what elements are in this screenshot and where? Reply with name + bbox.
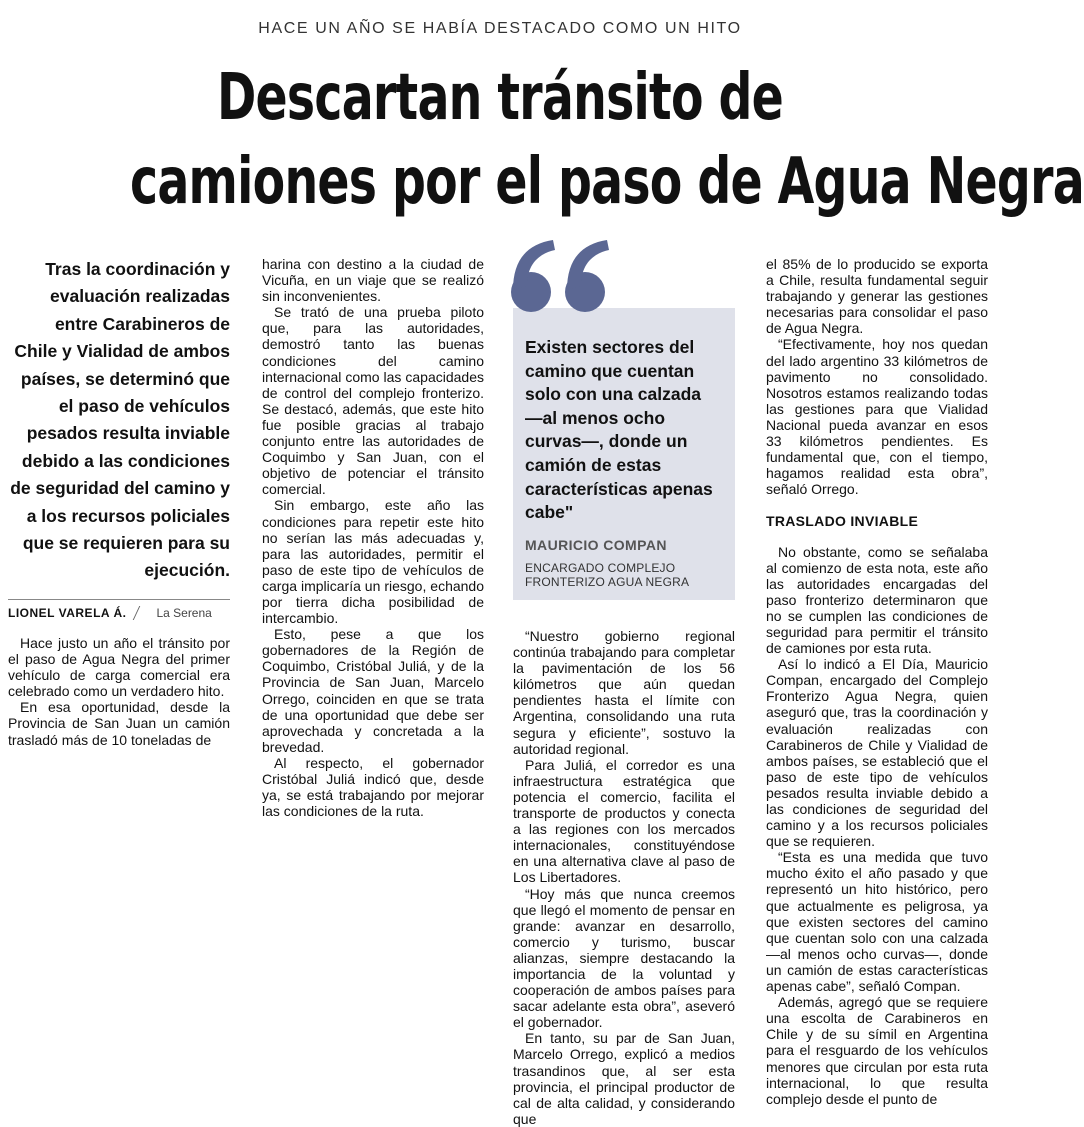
byline-author: LIONEL VARELA Á. xyxy=(8,605,127,620)
pull-quote-box xyxy=(513,308,735,600)
body-paragraph: harina con destino a la ciudad de Vicuña, en un viaje que se realizó sin inconvenientes. xyxy=(262,256,484,305)
pull-quote-role: ENCARGADO COMPLEJO FRONTERIZO AGUA NEGRA xyxy=(525,560,690,590)
lead-paragraph: Tras la coordinación y evaluación realizadas entre Carabineros de Chile y Vialidad de ambos países, se determinó que el paso de vehículos pesados resulta inviable debido a las condiciones de seguridad del camino y a los recursos policiales que se requieren para su ejecución. xyxy=(10,259,230,581)
body-paragraph: Sin embargo, este año las condiciones para repetir este hito no serían las más adecuadas y, para las autoridades, permitir el paso de este tipo de vehículos de carga implicaría un riesgo, echando por tierra dicha posibilidad de intercambio. xyxy=(262,497,484,627)
column-2 xyxy=(262,256,484,819)
body-paragraph: Así lo indicó a El Día, Mauricio Compan, encargado del Complejo Fronterizo Agua Negra, quien aseguró que, tras la coordinación y evaluación realizadas con Carabineros de Chile y Vialidad de ambos países, se estableció que el paso de este tipo de vehículos pesados resulta inviable debido a las condiciones de seguridad del camino y a los recursos policiales que se requieren. xyxy=(766,656,988,850)
byline xyxy=(8,599,230,621)
quote-mark-icon xyxy=(505,220,615,340)
pull-quote-text: Existen sectores del camino que cuentan solo con una calzada —al menos ocho curvas—, donde un camión de estas características apenas cabe" xyxy=(525,337,713,523)
byline-divider xyxy=(133,606,154,620)
byline-place: La Serena xyxy=(156,605,212,620)
body-paragraph: “Efectivamente, hoy nos quedan del lado argentino 33 kilómetros de pavimento no consolidado. Nosotros estamos realizando todas las gestiones para que Vialidad Nacional pueda avanzar en esos 33 kilómetros pendientes. Es fundamental que, con el tiempo, hagamos realidad esta obra”, señaló Orrego. xyxy=(766,336,988,498)
body-paragraph: Hace justo un año el tránsito por el paso de Agua Negra del primer vehículo de carga comercial era celebrado como un verdadero hito. xyxy=(8,634,230,700)
body-paragraph: el 85% de lo producido se exporta a Chile, resulta fundamental seguir trabajando y generar las gestiones necesarias para consolidar el paso de Agua Negra. xyxy=(766,256,988,337)
body-paragraph: Esto, pese a que los gobernadores de la Región de Coquimbo, Cristóbal Juliá, y de la Provincia de San Juan, Marcelo Orrego, coinciden en que se trata de una oportunidad que debe ser aprovechada y concretada a la brevedad. xyxy=(262,626,484,755)
headline-line-1: Descartan tránsito de xyxy=(216,61,784,135)
body-paragraph: Al respecto, el gobernador Cristóbal Juliá indicó que, desde ya, se está trabajando por mejorar las condiciones de la ruta. xyxy=(262,754,484,820)
column-1-body xyxy=(8,635,230,748)
column-1 xyxy=(8,256,230,748)
body-paragraph: Se trató de una prueba piloto que, para las autoridades, demostró tanto las buenas condiciones del camino internacional como las capacidades de control del complejo fronterizo. Se destacó, además, que este hito fue posible gracias al trabajo conjunto entre las autoridades de Coquimbo y San Juan, con el objetivo de potenciar el tránsito comercial. xyxy=(262,304,484,498)
column-3-body xyxy=(513,628,735,1127)
body-paragraph: No obstante, como se señalaba al comienzo de esta nota, este año las autoridades encargadas del paso fronterizo determinaron que no se cumplen las condiciones de seguridad para permitir el tránsito de camiones por esta ruta. xyxy=(766,543,988,657)
headline-line-2: camiones por el paso de Agua Negra xyxy=(130,145,1084,219)
headline xyxy=(130,56,1084,224)
column-4 xyxy=(766,256,988,1107)
body-paragraph: “Nuestro gobierno regional continúa trabajando para completar la pavimentación de los 56 kilómetros que aún quedan pendientes hasta el límite con Argentina, consolidando una ruta segura y eficiente”, sostuvo la autoridad regional. xyxy=(513,628,735,757)
body-paragraph: En esa oportunidad, desde la Provincia de San Juan un camión trasladó más de 10 toneladas de xyxy=(8,699,230,748)
body-paragraph: Además, agregó que se requiere una escolta de Carabineros en Chile y de su símil en Argentina para el resguardo de los vehículos menores que circulan por esta ruta internacional, lo que resulta complejo desde el punto de xyxy=(766,994,988,1107)
body-paragraph: “Esta es una medida que tuvo mucho éxito el año pasado y que representó un hito histórico, pero que actualmente es peligrosa, ya que existen sectores del camino que cuentan solo con una calzada —al menos ocho curvas—, donde un camión de estas características apenas cabe”, señaló Compan. xyxy=(766,849,988,995)
body-paragraph: “Hoy más que nunca creemos que llegó el momento de pensar en grande: avanzar en desarrollo, comercio y turismo, buscar alianzas, siempre destacando la importancia de la voluntad y cooperación de ambos países para sacar adelante esta obra”, aseveró el gobernador. xyxy=(513,885,735,1031)
subhead: TRASLADO INVIABLE xyxy=(766,513,919,530)
pull-quote-author: MAURICIO COMPAN xyxy=(525,536,667,553)
body-paragraph: En tanto, su par de San Juan, Marcelo Orrego, explicó a medios trasandinos que, al ser esta provincia, el principal productor de cal de alta calidad, y considerando que xyxy=(513,1030,735,1127)
body-paragraph: Para Juliá, el corredor es una infraestructura estratégica que potencia el comercio, facilita el transporte de productos y conecta a las regiones con los mercados internacionales, constituyéndose en una alternativa clave al paso de Los Libertadores. xyxy=(513,756,735,886)
kicker: HACE UN AÑO SE HABÍA DESTACADO COMO UN HITO xyxy=(258,20,742,37)
